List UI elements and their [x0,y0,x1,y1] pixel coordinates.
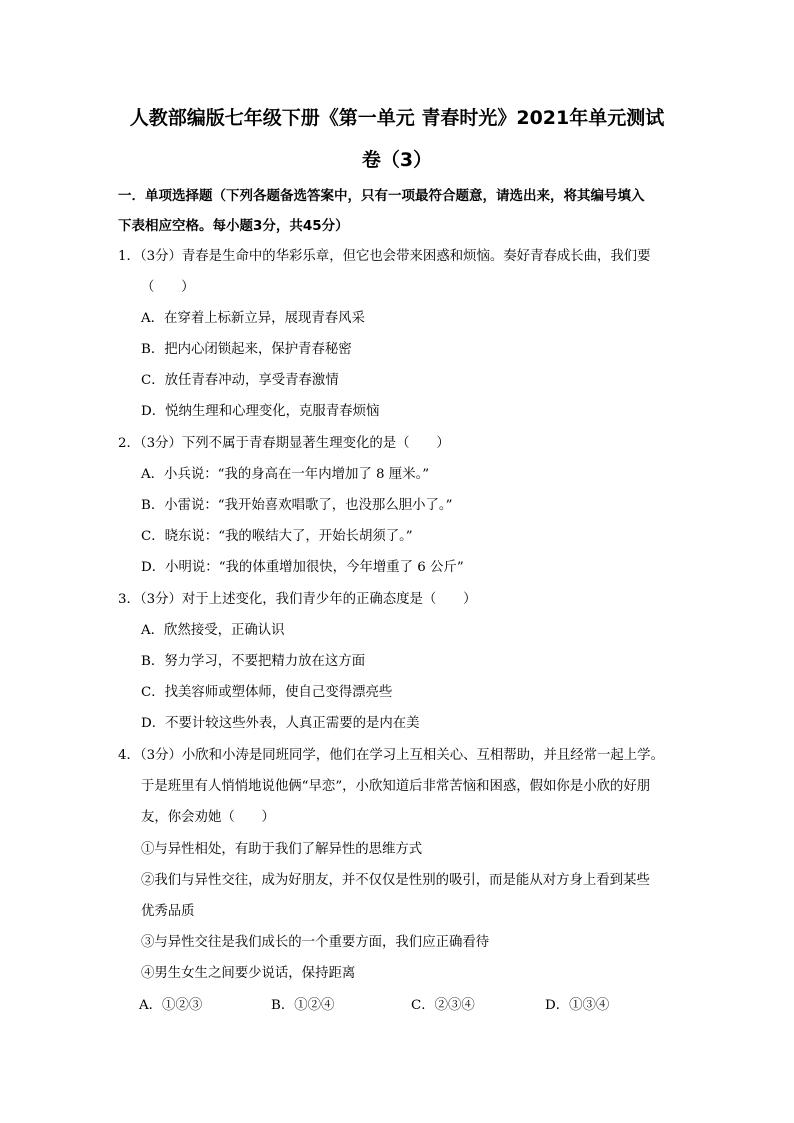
q3-option-d: D．不要计较这些外表，人真正需要的是内在美 [141,716,420,731]
exam-title-line-2: 卷（3） [361,149,433,171]
section-heading-line-1: 一．单项选择题（下列各题备选答案中，只有一项最符合题意，请选出来，将其编号填入 [118,188,645,204]
q1-option-a: A．在穿着上标新立异，展现青春风采 [141,311,365,326]
q4-option-b: B．①②④ [271,998,335,1013]
q3-option-c: C．找美容师或塑体师，使自己变得漂亮些 [141,685,393,700]
q4-statement-2-line-1: ②我们与异性交往，成为好朋友，并不仅仅是性别的吸引，而是能从对方身上看到某些 [141,873,650,888]
q2-option-d: D．小明说：“我的体重增加很快，今年增重了 6 公斤” [141,560,464,575]
q3-stem: 3．（3分）对于上述变化，我们青少年的正确态度是（ ） [118,592,477,607]
q4-option-c: C．②③④ [411,998,475,1013]
q3-option-b: B．努力学习，不要把精力放在这方面 [141,654,366,669]
q1-option-c: C．放任青春冲动，享受青春激情 [141,373,339,388]
q4-option-a: A．①②③ [139,998,203,1013]
q1-stem-line-2: （ ） [141,280,195,295]
q4-statement-2-line-2: 优秀品质 [141,904,195,919]
q3-option-a: A．欣然接受，正确认识 [141,623,285,638]
q4-statement-3: ③与异性交往是我们成长的一个重要方面，我们应正确看待 [141,935,490,950]
q1-stem-line-1: 1．（3分）青春是生命中的华彩乐章，但它也会带来困惑和烦恼。奏好青春成长曲，我们要 [118,249,651,264]
q2-option-b: B．小雷说：“我开始喜欢唱歌了，也没那么胆小了。” [141,498,453,513]
q4-option-d: D．①③④ [545,998,610,1013]
q1-option-d: D．悦纳生理和心理变化，克服青春烦恼 [141,404,380,419]
q1-option-b: B．把内心闭锁起来，保护青春秘密 [141,342,352,357]
q4-stem-line-1: 4．（3分）小欣和小涛是同班同学，他们在学习上互相关心、互相帮助，并且经常一起上学。 [118,748,664,763]
q2-stem: 2．（3分）下列不属于青春期显著生理变化的是（ ） [118,436,450,451]
section-heading-line-2: 下表相应空格。每小题3分，共45分） [118,218,349,234]
q2-option-c: C．晓东说：“我的喉结大了，开始长胡须了。” [141,529,413,544]
q4-options-row [139,995,659,1017]
q2-option-a: A．小兵说：“我的身高在一年内增加了 8 厘米。” [141,467,430,482]
exam-title-line-1: 人教部编版七年级下册《第一单元 青春时光》2021年单元测试 [129,107,665,129]
q4-stem-line-2: 于是班里有人悄悄地说他俩“早恋”，小欣知道后非常苦恼和困惑，假如你是小欣的好朋 [141,779,651,794]
q4-statement-1: ①与异性相处，有助于我们了解异性的思维方式 [141,842,423,857]
q4-statement-4: ④男生女生之间要少说话，保持距离 [141,966,356,981]
q4-stem-line-3: 友，你会劝她（ ） [141,810,275,825]
